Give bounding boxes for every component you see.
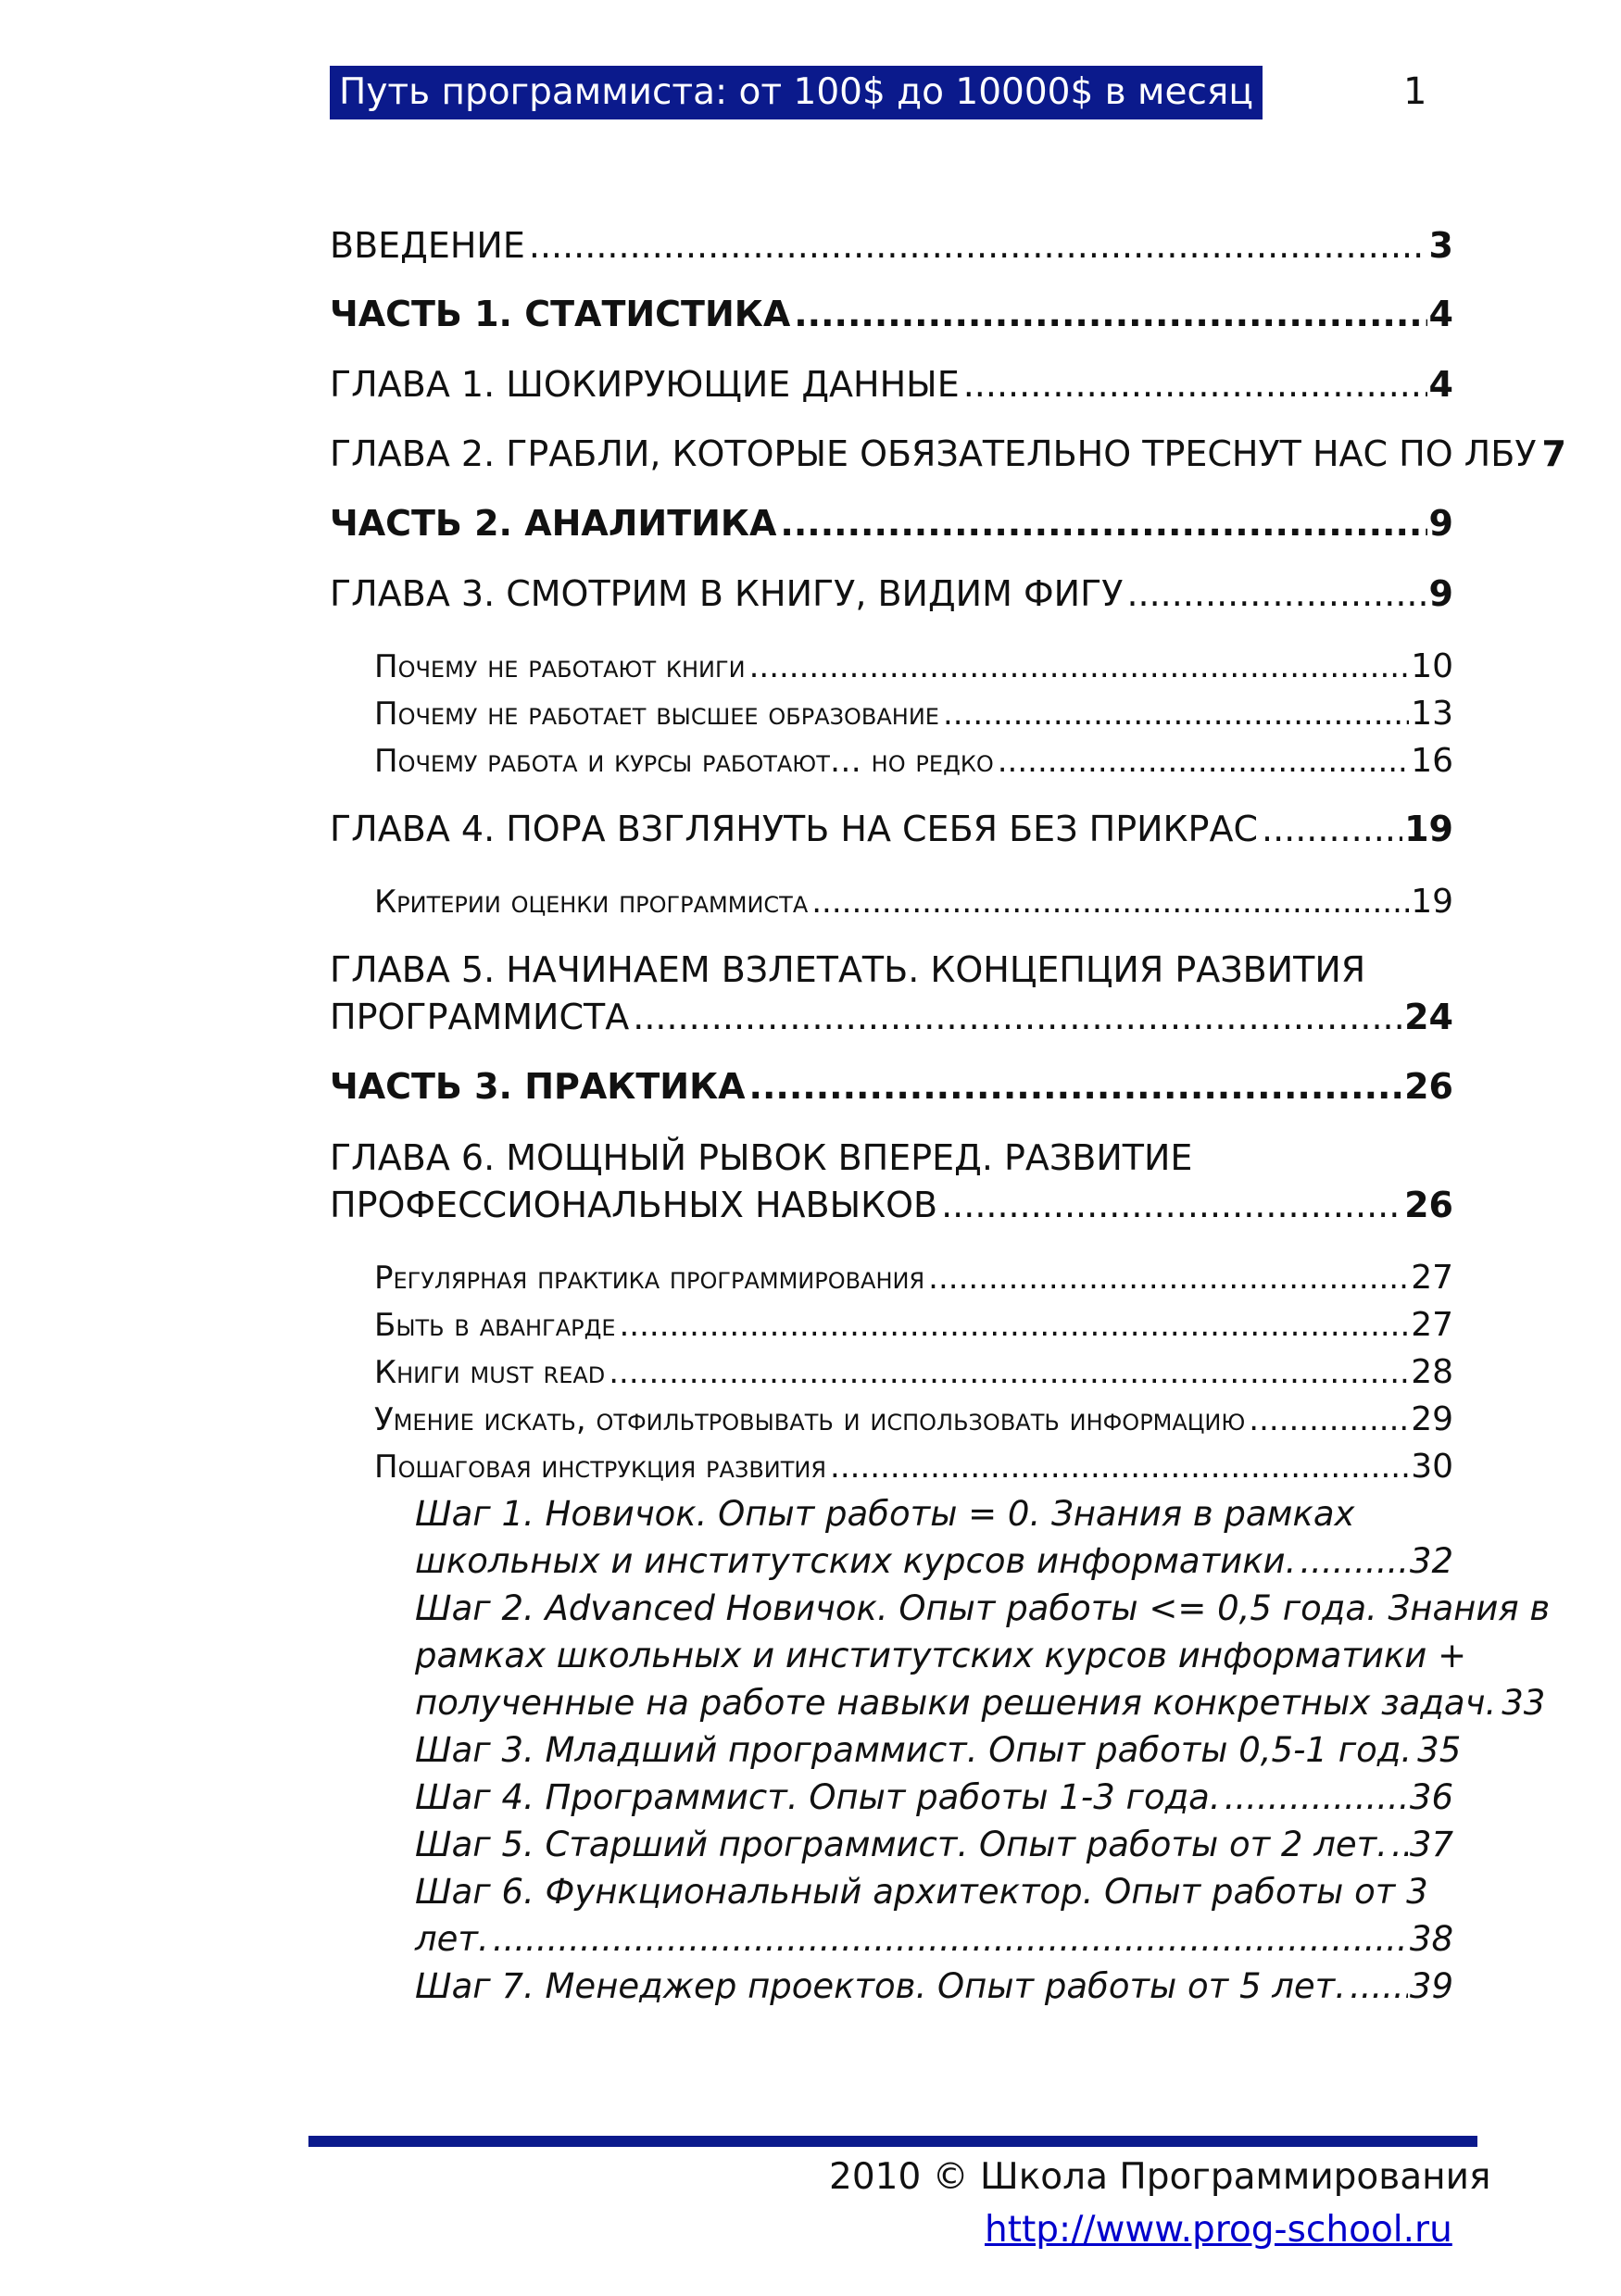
toc-entry-section-must-read[interactable]: Книги must read ..... 28 <box>374 1349 1453 1397</box>
toc-entry-chapter-6[interactable]: ГЛАВА 6. МОЩНЫЙ РЫВОК ВПЕРЕД. РАЗВИТИЕ ПРОФЕССИОНАЛЬНЫХ НАВЫКОВ ..... 26 <box>330 1135 1453 1229</box>
toc-entry-section-books[interactable]: Почему не работают книги ..... 10 <box>374 643 1453 691</box>
toc-entry-step-7[interactable]: Шаг 7. Менеджер проектов. Опыт работы от 5 лет. ..... 39 <box>415 1963 1453 2010</box>
toc-entry-step-3[interactable]: Шаг 3. Младший программист. Опыт работы 0,5-1 год. 35 <box>415 1730 1462 1770</box>
toc-entry-step-1[interactable]: Шаг 1. Новичок. Опыт работы = 0. Знания в рамках школьных и институтских курсов информатики. ..... 32 <box>415 1490 1453 1585</box>
toc-entry-line: Шаг 1. Новичок. Опыт работы = 0. Знания в рамках <box>415 1494 1355 1534</box>
toc-entry-section-information[interactable]: Умение искать, отфильтровывать и использовать информацию ..... 29 <box>374 1396 1453 1444</box>
toc-entry-section-criteria[interactable]: Критерии оценки программиста ..... 19 <box>374 878 1453 926</box>
toc-entry-section-higher-education[interactable]: Почему не работает высшее образование ..... 13 <box>374 690 1453 738</box>
toc-entry-section-step-instruction[interactable]: Пошаговая инструкция развития ..... 30 <box>374 1443 1453 1491</box>
toc-entry-step-6[interactable]: Шаг 6. Функциональный архитектор. Опыт работы от 3 лет. ..... 38 <box>415 1868 1453 1963</box>
toc-entry-line: рамках школьных и институтских курсов информатики + <box>415 1636 1467 1675</box>
toc-entry-step-4[interactable]: Шаг 4. Программист. Опыт работы 1-3 года. ..... 36 <box>415 1774 1453 1821</box>
footer-website-link[interactable]: http://www.prog-school.ru <box>985 2209 1452 2251</box>
page-number: 1 <box>1403 70 1427 113</box>
toc-entry-chapter-4[interactable]: ГЛАВА 4. ПОРА ВЗГЛЯНУТЬ НА СЕБЯ БЕЗ ПРИКРАС ..... 19 <box>330 806 1453 853</box>
toc-entry-part-3[interactable]: ЧАСТЬ 3. ПРАКТИКА ..... 26 <box>330 1063 1453 1110</box>
toc-entry-section-regular-practice[interactable]: Регулярная практика программирования ..... 27 <box>374 1254 1453 1302</box>
toc-entry-part-1[interactable]: ЧАСТЬ 1. СТАТИСТИКА ..... 4 <box>330 291 1453 338</box>
toc-entry-chapter-3[interactable]: ГЛАВА 3. СМОТРИМ В КНИГУ, ВИДИМ ФИГУ ..... 9 <box>330 571 1453 618</box>
toc-entry-chapter-2[interactable]: ГЛАВА 2. ГРАБЛИ, КОТОРЫЕ ОБЯЗАТЕЛЬНО ТРЕСНУТ НАС ПО ЛБУ 7 <box>330 433 1566 474</box>
footer-copyright: 2010 © Школа Программирования <box>829 2156 1491 2198</box>
toc-entry-part-2[interactable]: ЧАСТЬ 2. АНАЛИТИКА ..... 9 <box>330 500 1453 547</box>
document-header-title: Путь программиста: от 100$ до 10000$ в месяц <box>330 66 1263 119</box>
toc-entry-chapter-5[interactable]: ГЛАВА 5. НАЧИНАЕМ ВЗЛЕТАТЬ. КОНЦЕПЦИЯ РАЗВИТИЯ ПРОГРАММИСТА ..... 24 <box>330 947 1453 1041</box>
footer-divider <box>308 2136 1477 2147</box>
toc-entry-section-work-courses[interactable]: Почему работа и курсы работают… но редко ..... 16 <box>374 737 1453 785</box>
toc-entry-step-2[interactable]: Шаг 2. Advanced Новичок. Опыт работы <= 0,5 года. Знания в рамках школьных и институтских курсов информатики + полученные на работе навыки решения конкретных задач. 33 <box>415 1585 1453 1726</box>
toc-entry-section-avant-garde[interactable]: Быть в авангарде ..... 27 <box>374 1301 1453 1349</box>
toc-entry-introduction[interactable]: ВВЕДЕНИЕ ..... 3 <box>330 222 1453 270</box>
toc-entry-chapter-1[interactable]: ГЛАВА 1. ШОКИРУЮЩИЕ ДАННЫЕ ..... 4 <box>330 361 1453 408</box>
toc-entry-step-5[interactable]: Шаг 5. Старший программист. Опыт работы от 2 лет. ..... 37 <box>415 1821 1453 1868</box>
toc-entry-line: ГЛАВА 5. НАЧИНАЕМ ВЗЛЕТАТЬ. КОНЦЕПЦИЯ РАЗВИТИЯ <box>330 949 1366 990</box>
toc-entry-line: ГЛАВА 6. МОЩНЫЙ РЫВОК ВПЕРЕД. РАЗВИТИЕ <box>330 1137 1193 1178</box>
toc-entry-line: Шаг 2. Advanced Новичок. Опыт работы <= 0,5 года. Знания в <box>415 1588 1551 1628</box>
toc-entry-line: Шаг 6. Функциональный архитектор. Опыт работы от 3 <box>415 1872 1428 1912</box>
